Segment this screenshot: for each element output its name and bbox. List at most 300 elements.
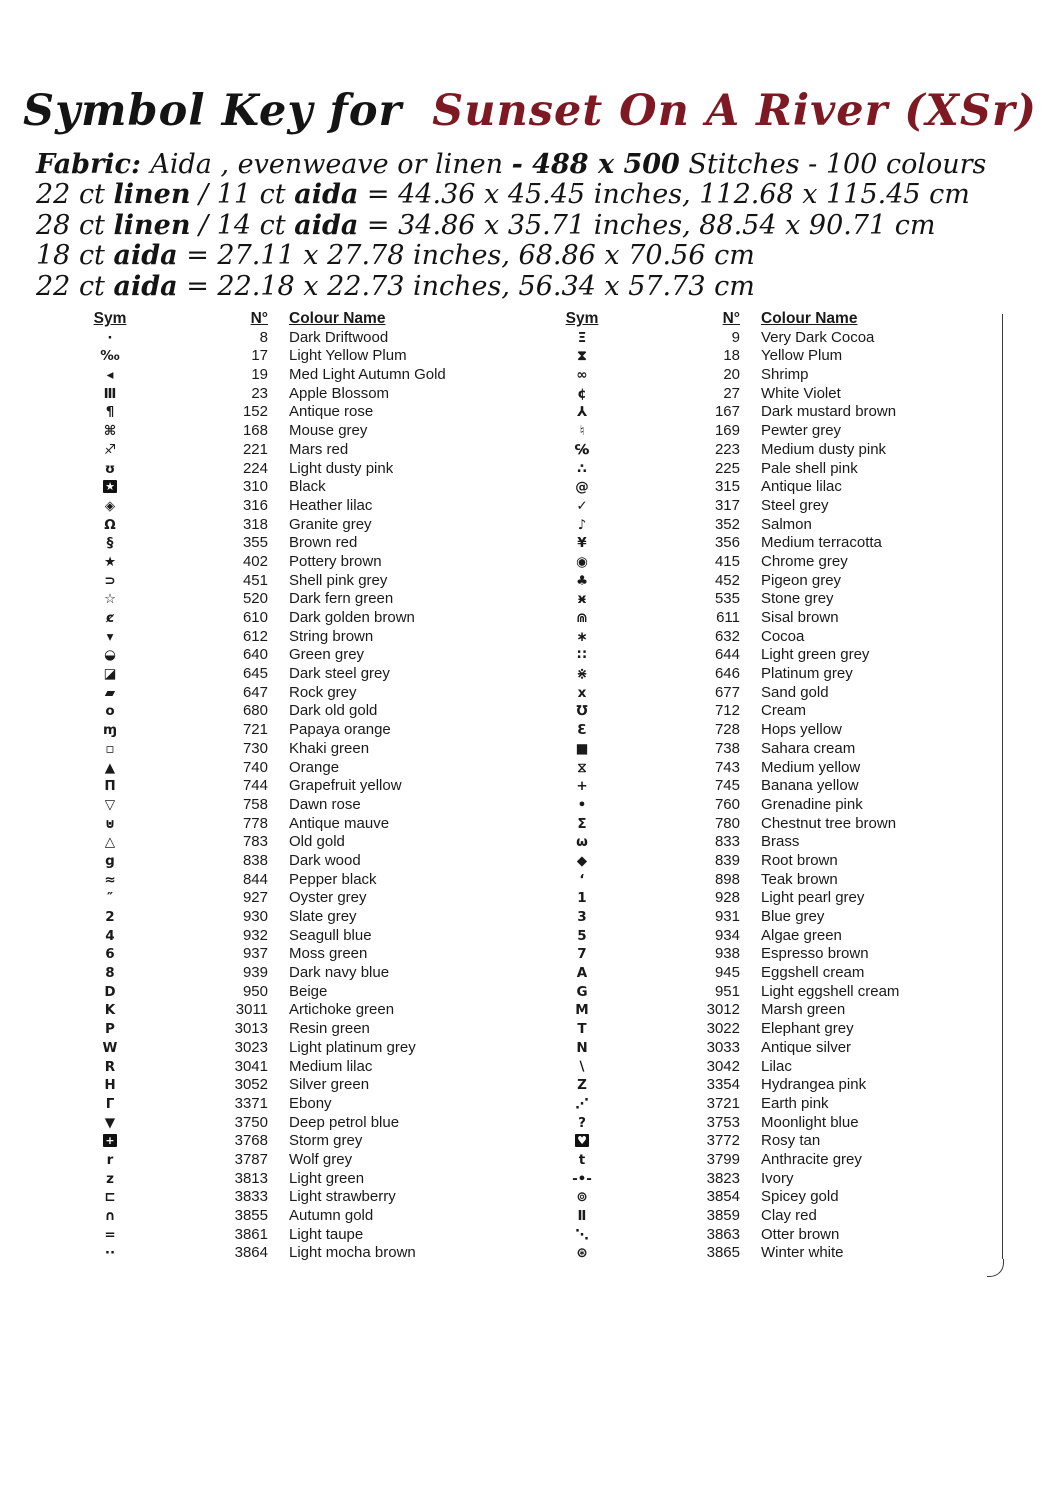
- table-border-hook: [987, 1259, 1004, 1277]
- stitch-symbol: ω: [576, 834, 588, 851]
- colour-name: Khaki green: [289, 739, 370, 757]
- colour-name: Medium lilac: [289, 1057, 373, 1075]
- fabric-text-segment: linen: [113, 209, 191, 241]
- stitch-symbol-inverse: +: [105, 1134, 115, 1148]
- stitch-symbol: ≈: [104, 871, 116, 888]
- stitch-symbol: D: [104, 983, 116, 1000]
- stitch-symbol: ℅: [574, 441, 590, 458]
- stitch-symbol: ∗: [576, 628, 588, 645]
- colour-name: Earth pink: [761, 1094, 829, 1112]
- thread-number: 839: [714, 851, 740, 869]
- colour-name: Chestnut tree brown: [761, 814, 897, 832]
- colour-name: Green grey: [289, 646, 365, 664]
- stitch-symbol: ⊚: [576, 1189, 588, 1206]
- thread-number: 611: [716, 609, 740, 626]
- colour-name: Cream: [761, 702, 807, 720]
- stitch-symbol: ✓: [576, 497, 588, 514]
- table-header-right: [536, 310, 1008, 329]
- fabric-text-segment: / 14 ct: [190, 209, 295, 241]
- colour-name: Resin green: [289, 1020, 370, 1038]
- stitch-symbol: N: [576, 1039, 588, 1056]
- fabric-text-segment: 28 ct: [36, 209, 114, 241]
- stitch-symbol: Ω: [104, 516, 116, 533]
- colour-name: Dark mustard brown: [761, 403, 897, 421]
- stitch-symbol: A: [576, 965, 588, 982]
- colour-name: Light strawberry: [289, 1188, 396, 1206]
- table-row: [64, 516, 536, 535]
- thread-number: 3772: [706, 1132, 740, 1150]
- thread-number: 939: [242, 964, 268, 982]
- colour-name: Ivory: [761, 1169, 794, 1187]
- stitch-symbol: [536, 1132, 628, 1151]
- colour-name: Light platinum grey: [289, 1038, 416, 1056]
- thread-number: 612: [242, 627, 268, 645]
- table-row: [64, 1001, 536, 1020]
- key-column-left: [64, 310, 536, 1263]
- table-row: [64, 329, 536, 348]
- colour-name: Dark Driftwood: [289, 328, 389, 346]
- table-row: [64, 385, 536, 404]
- stitch-symbol: §: [106, 535, 114, 552]
- table-row: [64, 497, 536, 516]
- stitch-symbol: ▽: [104, 796, 116, 813]
- thread-number: 647: [242, 683, 268, 701]
- colour-name: Sisal brown: [761, 609, 839, 626]
- header-sym: Sym: [565, 310, 599, 327]
- thread-number: 3863: [706, 1225, 740, 1243]
- stitch-symbol: t: [578, 1151, 586, 1168]
- table-row: [64, 590, 536, 609]
- thread-number: 3750: [234, 1113, 268, 1131]
- table-row: [536, 871, 1008, 890]
- stitch-symbol: x: [577, 684, 587, 701]
- stitch-symbol: ▰: [104, 684, 116, 701]
- colour-name: Antique silver: [761, 1038, 852, 1056]
- stitch-symbol: ▲: [104, 759, 116, 776]
- stitch-symbol: M: [575, 1002, 589, 1019]
- table-row: [64, 684, 536, 703]
- thread-number: 3768: [234, 1132, 268, 1150]
- colour-name: Mars red: [289, 440, 349, 458]
- table-row: [536, 534, 1008, 553]
- thread-number: 833: [714, 833, 740, 851]
- colour-name: Light pearl grey: [761, 889, 865, 907]
- table-row: [64, 1132, 536, 1151]
- colour-name: Dark old gold: [289, 702, 378, 720]
- colour-name: Dawn rose: [289, 795, 361, 813]
- table-row: [64, 871, 536, 890]
- colour-name: Pewter grey: [761, 422, 842, 440]
- colour-name: Light taupe: [289, 1225, 364, 1243]
- thread-number: 352: [714, 515, 740, 533]
- colour-name: Dark fern green: [289, 590, 394, 608]
- table-row: [536, 665, 1008, 684]
- thread-number: 168: [242, 422, 268, 440]
- colour-name: Artichoke green: [289, 1001, 395, 1019]
- thread-number: 3721: [706, 1094, 740, 1112]
- thread-number: 927: [242, 889, 268, 907]
- colour-name: Eggshell cream: [761, 964, 865, 982]
- stitch-symbol: △: [104, 834, 116, 851]
- colour-name: Moss green: [289, 945, 368, 963]
- stitch-symbol-inverse: ♥: [577, 1134, 587, 1148]
- stitch-symbol: •: [577, 796, 587, 813]
- colour-name: Light green: [289, 1169, 365, 1187]
- thread-number: 844: [242, 870, 268, 888]
- thread-number: 221: [242, 440, 268, 458]
- table-row: [64, 740, 536, 759]
- stitch-symbol: ◆: [576, 852, 588, 869]
- table-row: [536, 609, 1008, 628]
- header-colour-name: Colour Name: [761, 310, 858, 327]
- thread-number: 712: [714, 702, 740, 720]
- stitch-symbol: ӿ: [577, 591, 587, 608]
- thread-number: 928: [714, 889, 740, 907]
- colour-name: Cocoa: [761, 627, 805, 645]
- fabric-text-segment: aida: [294, 179, 359, 211]
- thread-number: 3865: [706, 1244, 740, 1262]
- table-row: [64, 534, 536, 553]
- stitch-symbol: 3: [577, 909, 587, 925]
- colour-name: Pottery brown: [289, 552, 382, 570]
- table-row: [64, 403, 536, 422]
- thread-number: 3787: [234, 1150, 268, 1168]
- header-colour-name: Colour Name: [289, 310, 386, 327]
- thread-number: 355: [242, 534, 268, 552]
- fabric-text-segment: aida: [294, 209, 359, 241]
- stitch-symbol: ◒: [104, 647, 116, 664]
- table-row: [64, 889, 536, 908]
- colour-name: Banana yellow: [761, 777, 859, 795]
- table-row: [64, 628, 536, 647]
- colour-name: Silver green: [289, 1076, 370, 1094]
- colour-name: Pale shell pink: [761, 459, 858, 477]
- stitch-symbol: ⅄: [576, 404, 588, 421]
- colour-name: Sand gold: [761, 683, 829, 701]
- stitch-symbol: ▫: [105, 740, 115, 757]
- colour-name: Seagull blue: [289, 926, 372, 944]
- table-row: [536, 796, 1008, 815]
- colour-name: White Violet: [761, 384, 841, 402]
- fabric-text-segment: Fabric:: [36, 149, 151, 180]
- colour-name: Granite grey: [289, 515, 372, 533]
- stitch-symbol: =: [104, 1226, 116, 1243]
- stitch-symbol: ¥: [577, 535, 587, 552]
- table-row: [64, 964, 536, 983]
- stitch-symbol: ⋰: [575, 1095, 589, 1112]
- fabric-text-segment: = 27.11 x 27.78 inches, 68.86 x 70.56 cm: [177, 240, 755, 272]
- stitch-symbol: ‰: [100, 348, 120, 365]
- symbol-key-table: [64, 310, 1008, 1263]
- fabric-line: [36, 150, 1026, 180]
- stitch-symbol: ʊ: [104, 460, 116, 477]
- colour-name: Sahara cream: [761, 739, 856, 757]
- table-row: [536, 516, 1008, 535]
- stitch-symbol: ◪: [103, 666, 117, 683]
- thread-number: 3854: [706, 1188, 740, 1206]
- thread-number: 744: [242, 777, 268, 795]
- stitch-symbol: ∖: [577, 1058, 587, 1075]
- thread-number: 745: [714, 777, 740, 795]
- thread-number: 644: [714, 646, 740, 664]
- colour-name: Blue grey: [761, 908, 825, 925]
- thread-number: 740: [242, 758, 268, 776]
- colour-name: Yellow Plum: [761, 347, 843, 365]
- stitch-symbol: W: [102, 1039, 118, 1056]
- stitch-symbol: ⌘: [103, 423, 117, 440]
- stitch-symbol: 4: [105, 927, 115, 944]
- table-row: [64, 983, 536, 1002]
- thread-number: 316: [242, 496, 268, 514]
- table-row: [536, 1207, 1008, 1226]
- table-row: [64, 1170, 536, 1189]
- stitch-symbol: g: [105, 852, 115, 869]
- table-row: [536, 983, 1008, 1002]
- table-row: [536, 1244, 1008, 1263]
- table-row: [64, 1207, 536, 1226]
- stitch-symbol: ‘: [579, 871, 585, 888]
- stitch-symbol: Π: [104, 778, 116, 795]
- colour-name: Dark golden brown: [289, 609, 415, 626]
- table-row: [64, 441, 536, 460]
- colour-name: Apple Blossom: [289, 384, 390, 402]
- stitch-symbol: ⊛: [576, 1245, 588, 1262]
- page-title: [0, 84, 1060, 138]
- thread-number: 931: [714, 908, 740, 925]
- table-row: [536, 964, 1008, 983]
- thread-number: 780: [714, 814, 740, 832]
- table-row: [536, 1114, 1008, 1133]
- thread-number: 3052: [234, 1076, 268, 1094]
- stitch-symbol: ▼: [104, 1114, 116, 1131]
- stitch-symbol: ¶: [105, 404, 115, 421]
- stitch-symbol: ∴: [577, 460, 587, 477]
- table-row: [536, 927, 1008, 946]
- stitch-symbol: T: [577, 1021, 587, 1038]
- table-row: [536, 1132, 1008, 1151]
- table-header-left: [64, 310, 536, 329]
- colour-name: Autumn gold: [289, 1207, 374, 1224]
- stitch-symbol: ♮: [579, 423, 585, 440]
- table-row: [64, 1095, 536, 1114]
- table-row: [536, 422, 1008, 441]
- table-row: [64, 460, 536, 479]
- table-row: [536, 945, 1008, 964]
- fabric-text-segment: / 11 ct: [190, 179, 295, 211]
- table-row: [536, 1001, 1008, 1020]
- thread-number: 3033: [706, 1038, 740, 1056]
- table-row: [64, 572, 536, 591]
- stitch-symbol: Γ: [105, 1095, 115, 1112]
- stitch-symbol: P: [105, 1021, 115, 1038]
- header-number: N°: [722, 310, 740, 327]
- fabric-text-segment: aida: [113, 240, 178, 272]
- fabric-text-segment: 22 ct: [36, 179, 114, 211]
- fabric-line: [36, 211, 1026, 241]
- stitch-symbol: ℧: [576, 703, 588, 720]
- thread-number: 3023: [234, 1038, 268, 1056]
- table-row: [536, 441, 1008, 460]
- table-row: [536, 628, 1008, 647]
- table-row: [64, 759, 536, 778]
- stitch-symbol: ⧖: [577, 759, 587, 776]
- stitch-symbol: ⋱: [575, 1226, 589, 1243]
- thread-number: 758: [242, 795, 268, 813]
- fabric-line: [36, 241, 1026, 271]
- thread-number: 937: [242, 945, 268, 963]
- table-row: [536, 852, 1008, 871]
- stitch-symbol: ♣: [575, 572, 589, 589]
- colour-name: Clay red: [761, 1207, 817, 1224]
- thread-number: 520: [242, 590, 268, 608]
- stitch-symbol: ɱ: [102, 722, 118, 739]
- stitch-symbol: [64, 478, 156, 497]
- thread-number: 3013: [234, 1020, 268, 1038]
- colour-name: Light Yellow Plum: [289, 347, 407, 365]
- table-row: [536, 1226, 1008, 1245]
- thread-number: 3864: [234, 1244, 268, 1262]
- stitch-symbol: ⊍: [104, 815, 116, 832]
- table-row: [64, 422, 536, 441]
- colour-name: Rosy tan: [761, 1132, 821, 1150]
- thread-number: 225: [714, 459, 740, 477]
- thread-number: 721: [242, 721, 268, 739]
- thread-number: 318: [242, 515, 268, 533]
- table-row: [64, 1226, 536, 1245]
- table-row: [64, 478, 536, 497]
- stitch-symbol: ⊏: [104, 1189, 116, 1206]
- fabric-line: [36, 180, 1026, 210]
- thread-number: 3042: [706, 1057, 740, 1075]
- table-row: [64, 347, 536, 366]
- colour-name: Storm grey: [289, 1132, 363, 1150]
- table-row: [64, 553, 536, 572]
- title-pattern-name: Sunset On A River (XSr): [432, 86, 1037, 136]
- thread-number: 610: [242, 609, 268, 626]
- thread-number: 152: [242, 403, 268, 421]
- table-row: [64, 1188, 536, 1207]
- thread-number: 640: [242, 646, 268, 664]
- table-row: [536, 889, 1008, 908]
- colour-name: Salmon: [761, 515, 812, 533]
- fabric-info: [36, 150, 1026, 302]
- colour-name: Oyster grey: [289, 889, 367, 907]
- thread-number: 632: [714, 627, 740, 645]
- fabric-text-segment: aida: [113, 270, 178, 302]
- colour-name: Otter brown: [761, 1225, 840, 1243]
- colour-name: Orange: [289, 758, 340, 776]
- stitch-symbol: ▾: [106, 628, 114, 645]
- colour-name: Antique rose: [289, 403, 374, 421]
- table-row: [64, 777, 536, 796]
- table-row: [64, 1039, 536, 1058]
- colour-name: Stone grey: [761, 590, 834, 608]
- colour-name: Ebony: [289, 1094, 332, 1112]
- thread-number: 23: [251, 384, 268, 402]
- colour-name: Medium terracotta: [761, 534, 882, 552]
- stitch-symbol: ♐: [103, 441, 117, 458]
- table-row: [536, 478, 1008, 497]
- fabric-text-segment: Aida , evenweave or linen: [150, 149, 512, 180]
- stitch-symbol: Z: [577, 1077, 587, 1094]
- thread-number: 738: [714, 739, 740, 757]
- colour-name: Light green grey: [761, 646, 870, 664]
- thread-number: 535: [714, 590, 740, 608]
- fabric-text-segment: linen: [113, 179, 191, 211]
- thread-number: 9: [731, 328, 740, 346]
- thread-number: 3861: [234, 1225, 268, 1243]
- colour-name: Medium yellow: [761, 758, 861, 776]
- thread-number: 452: [714, 571, 740, 589]
- thread-number: 451: [242, 571, 268, 589]
- thread-number: 18: [723, 347, 740, 365]
- thread-number: 783: [242, 833, 268, 851]
- colour-name: Antique lilac: [761, 478, 842, 496]
- key-column-right: [536, 310, 1008, 1263]
- thread-number: 932: [242, 926, 268, 944]
- stitch-symbol: ?: [578, 1114, 586, 1131]
- colour-name: Mouse grey: [289, 422, 368, 440]
- colour-name: Elephant grey: [761, 1020, 854, 1038]
- thread-number: 838: [242, 851, 268, 869]
- thread-number: 760: [714, 795, 740, 813]
- table-row: [536, 403, 1008, 422]
- thread-number: 728: [714, 721, 740, 739]
- fabric-text-segment: 18 ct: [36, 240, 114, 272]
- stitch-symbol: Ɛ: [577, 722, 587, 739]
- table-row: [536, 347, 1008, 366]
- table-right-border: [1002, 314, 1003, 1259]
- colour-name: Slate grey: [289, 908, 357, 925]
- stitch-symbol: ⋇: [576, 666, 588, 683]
- stitch-symbol: [64, 1132, 156, 1151]
- thread-number: 224: [242, 459, 268, 477]
- stitch-symbol: 5: [577, 927, 587, 944]
- thread-number: 3011: [235, 1001, 268, 1019]
- colour-name: Spicey gold: [761, 1188, 839, 1206]
- stitch-symbol: z: [106, 1170, 114, 1187]
- stitch-symbol: R: [104, 1058, 116, 1075]
- colour-name: Pepper black: [289, 870, 377, 888]
- stitch-symbol: G: [576, 983, 588, 1000]
- colour-name: Dark steel grey: [289, 665, 390, 683]
- thread-number: 680: [242, 702, 268, 720]
- colour-name: Light eggshell cream: [761, 982, 900, 1000]
- thread-number: 17: [251, 347, 268, 365]
- colour-name: Brass: [761, 833, 800, 851]
- stitch-symbol: ··: [104, 1245, 116, 1262]
- stitch-symbol: 2: [105, 909, 115, 925]
- thread-number: 934: [714, 926, 740, 944]
- thread-number: 951: [714, 982, 740, 1000]
- colour-name: Dark navy blue: [289, 964, 390, 982]
- thread-number: 938: [714, 945, 740, 963]
- table-row: [64, 1151, 536, 1170]
- stitch-symbol: ∞: [576, 367, 588, 384]
- table-row: [536, 721, 1008, 740]
- colour-name: Winter white: [761, 1244, 844, 1262]
- thread-number: 20: [723, 366, 740, 384]
- table-row: [536, 1020, 1008, 1039]
- thread-number: 3855: [234, 1207, 268, 1224]
- colour-name: Grenadine pink: [761, 795, 863, 813]
- stitch-symbol: 7: [577, 946, 587, 963]
- fabric-text-segment: - 488 x 500: [511, 149, 680, 180]
- thread-number: 310: [242, 478, 268, 496]
- colour-name: Old gold: [289, 833, 345, 851]
- thread-number: 950: [242, 982, 268, 1000]
- table-row: [64, 1244, 536, 1263]
